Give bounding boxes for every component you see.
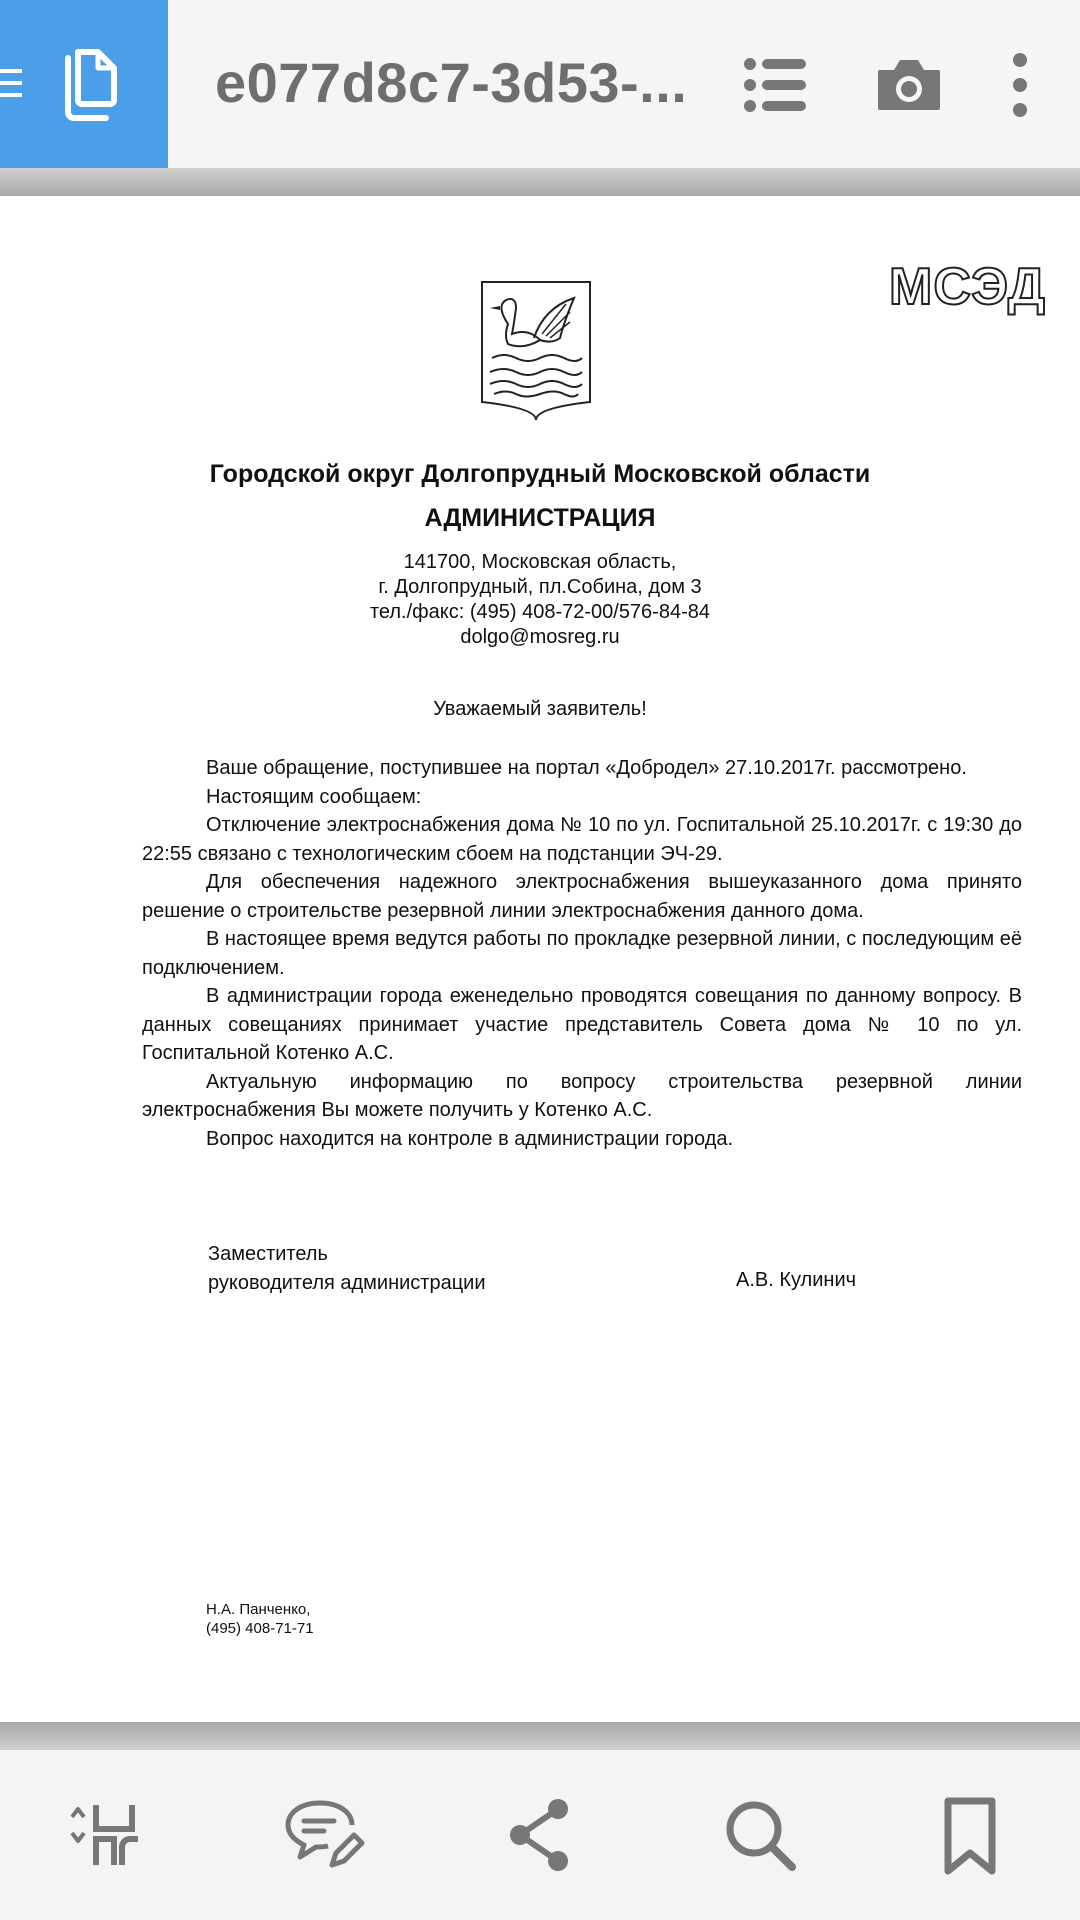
signature-title-line: Заместитель xyxy=(208,1243,328,1265)
organization-name: Городской округ Долгопрудный Московской области xyxy=(209,460,871,488)
greeting: Уважаемый заявитель! xyxy=(433,698,647,720)
department-heading: АДМИНИСТРАЦИЯ xyxy=(424,504,656,532)
email-line: dolgo@mosreg.ru xyxy=(460,626,620,648)
copy-icon xyxy=(54,48,120,122)
svg-text:МСЭД: МСЭД xyxy=(889,258,1046,316)
comment-icon[interactable] xyxy=(284,1795,364,1875)
executor-info xyxy=(206,1600,314,1638)
letter-body xyxy=(142,754,1022,1153)
top-toolbar xyxy=(0,0,1080,169)
executor-phone: (495) 408-71-71 xyxy=(206,1620,314,1637)
search-icon[interactable] xyxy=(720,1795,800,1875)
address-block xyxy=(0,550,1080,650)
paragraph: Ваше обращение, поступившее на портал «Добродел» 27.10.2017г. рассмотрено. xyxy=(206,757,967,779)
paragraph: В администрации города еженедельно проводятся совещания по данному вопросу. В данных совещаниях принимает участие представитель Совета дома № 10 по ул. Госпитальной Котенко А.С. xyxy=(142,985,1022,1064)
signature-title-line: руководителя администрации xyxy=(208,1272,486,1294)
more-vert-icon[interactable] xyxy=(1000,50,1040,120)
paragraph: В настоящее время ведутся работы по прокладке резервной линии, с последующим её подключением. xyxy=(142,928,1022,979)
page-separator-top xyxy=(0,168,1080,196)
stamp xyxy=(885,256,1046,316)
share-icon[interactable] xyxy=(500,1795,580,1875)
menu-icon xyxy=(0,66,28,100)
phone-line: тел./факс: (495) 408-72-00/576-84-84 xyxy=(369,601,710,623)
list-icon[interactable] xyxy=(740,50,810,120)
document-page xyxy=(0,196,1080,1722)
paragraph: Настоящим сообщаем: xyxy=(206,785,422,808)
signature-title xyxy=(208,1240,486,1298)
address-line: 141700, Московская область, xyxy=(403,551,677,573)
reflow-icon[interactable] xyxy=(66,1795,146,1875)
paragraph: Вопрос находится на контроле в администрации города. xyxy=(206,1127,734,1150)
paragraph: Актуальную информацию по вопросу строительства резервной линии электроснабжения Вы можете получить у Котенко А.С. xyxy=(142,1070,1022,1121)
bookmark-icon[interactable] xyxy=(930,1795,1010,1875)
address-line: г. Долгопрудный, пл.Собина, дом 3 xyxy=(378,576,702,598)
camera-icon[interactable] xyxy=(874,50,944,120)
signer-name: А.В. Кулинич xyxy=(736,1269,857,1291)
page-separator-bottom xyxy=(0,1722,1080,1750)
document-title[interactable]: e077d8c7-3d53-... xyxy=(215,51,688,114)
executor-name: Н.А. Панченко, xyxy=(206,1601,311,1618)
paragraph: Отключение электроснабжения дома № 10 по ул. Госпитальной 25.10.2017г. с 19:30 до 22:55 связано с технологическим сбоем на подстанции ЭЧ-29. xyxy=(142,814,1022,865)
coat-of-arms-swan-icon xyxy=(478,278,594,420)
paragraph: Для обеспечения надежного электроснабжения вышеуказанного дома принято решение о строительстве резервной линии электроснабжения данного дома. xyxy=(142,871,1022,922)
bottom-toolbar xyxy=(0,1750,1080,1920)
file-list-button[interactable] xyxy=(0,0,168,168)
